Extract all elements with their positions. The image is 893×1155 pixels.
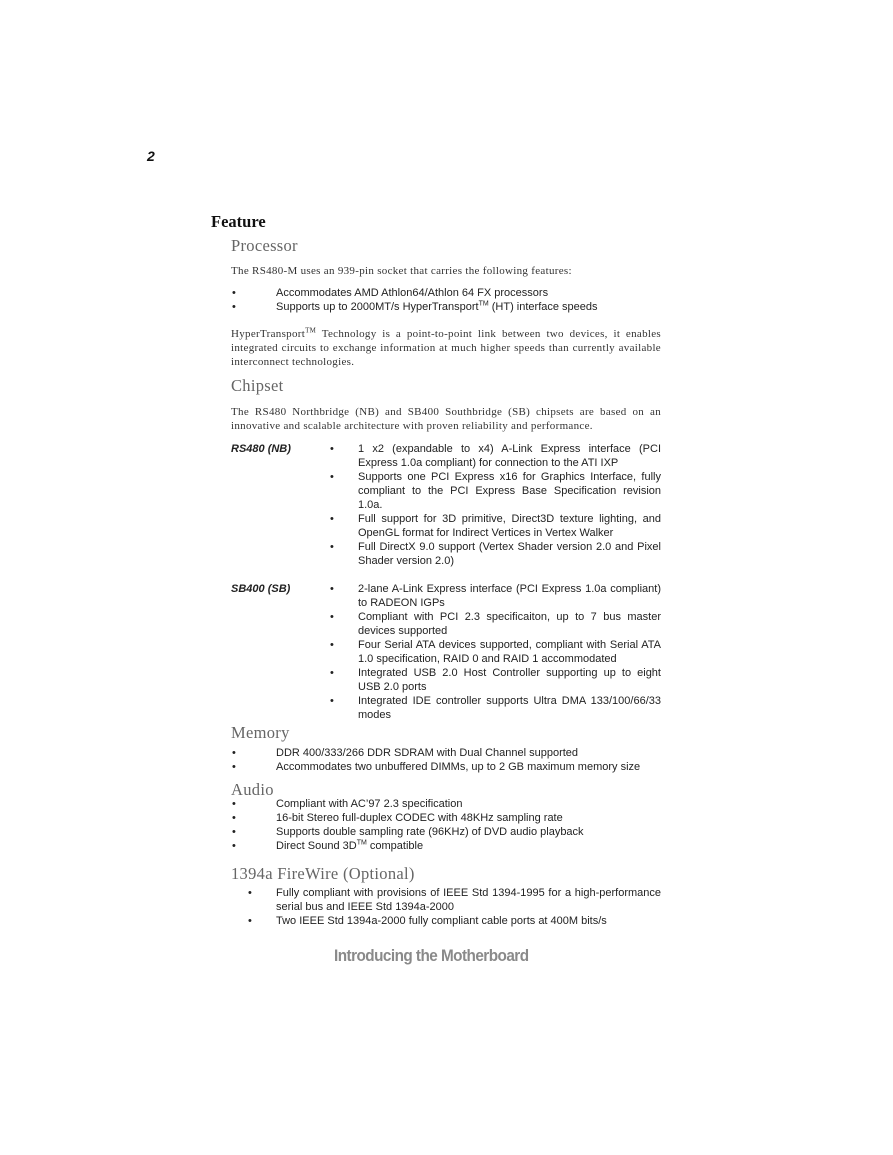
list-item [330,582,661,610]
bullet-icon: • [232,798,236,810]
list-item [232,286,662,300]
list-item-text: Direct Sound 3D™ compatible [276,839,424,852]
list-item-text: Accommodates two unbuffered DIMMs, up to 2 GB maximum memory size [276,761,641,773]
list-item-text: 16-bit Stereo full-duplex CODEC with 48KHz sampling rate [276,812,563,824]
bullet-icon: • [248,887,252,899]
sb400-bullet-list [330,582,661,722]
list-item [232,760,672,774]
bullet-icon: • [232,812,236,824]
bullet-icon: • [330,541,334,553]
list-item [232,839,662,853]
list-item [232,797,662,811]
list-item [232,811,662,825]
rs480-label: RS480 (NB) [231,443,291,455]
list-item-text: Supports one PCI Express x16 for Graphics Interface, fully compliant to the PCI Express Base Specification revision 1.0a. [358,471,661,511]
list-item-text: Two IEEE Std 1394a-2000 fully compliant cable ports at 400M bits/s [276,915,607,927]
bullet-icon: • [248,915,252,927]
list-item-text: Full support for 3D primitive, Direct3D texture lighting, and OpenGL format for Indirect Vertices in Vertex Walker [358,513,661,539]
chipset-intro: The RS480 Northbridge (NB) and SB400 Southbridge (SB) chipsets are based on an innovative and scalable architecture with proven reliability and performance. [231,406,661,432]
list-item-text: Compliant with AC’97 2.3 specification [276,798,463,810]
bullet-icon: • [330,583,334,595]
processor-heading: Processor [231,236,298,255]
processor-intro: The RS480-M uses an 939-pin socket that carries the following features: [231,265,572,277]
bullet-icon: • [330,513,334,525]
list-item-text: 1 x2 (expandable to x4) A-Link Express interface (PCI Express 1.0a compliant) for connection to the ATI IXP [358,443,661,469]
list-item [330,610,661,638]
firewire-heading: 1394a FireWire (Optional) [231,864,415,883]
bullet-icon: • [232,287,236,299]
bullet-icon: • [232,301,236,313]
bullet-icon: • [330,443,334,455]
list-item-text: 2-lane A-Link Express interface (PCI Express 1.0a compliant) to RADEON IGPs [358,583,661,609]
list-item-text: Integrated USB 2.0 Host Controller supporting up to eight USB 2.0 ports [358,667,661,693]
list-item [232,300,662,314]
list-item-text: Supports up to 2000MT/s HyperTransport™ (HT) interface speeds [276,300,598,313]
list-item [330,512,661,540]
page-heading: Feature [211,212,266,231]
list-item [232,746,672,760]
audio-bullet-list [232,797,662,853]
rs480-bullet-list [330,442,661,568]
list-item-text: Fully compliant with provisions of IEEE Std 1394-1995 for a high-performance serial bus and IEEE Std 1394a-2000 [276,887,661,913]
memory-bullet-list [232,746,672,774]
list-item [248,886,661,914]
list-item-text: Full DirectX 9.0 support (Vertex Shader version 2.0 and Pixel Shader version 2.0) [358,541,661,567]
footer-title: Introducing the Motherboard [334,946,529,965]
bullet-icon: • [232,840,236,852]
sb400-label: SB400 (SB) [231,583,291,595]
firewire-bullet-list [248,886,661,928]
list-item-text: Four Serial ATA devices supported, compliant with Serial ATA 1.0 specification, RAID 0 and RAID 1 accommodated [358,639,661,665]
bullet-icon: • [232,826,236,838]
bullet-icon: • [232,761,236,773]
list-item [248,914,661,928]
list-item-text: Supports double sampling rate (96KHz) of DVD audio playback [276,826,584,838]
audio-heading: Audio [231,780,274,799]
list-item-text: Compliant with PCI 2.3 specificaiton, up to 7 bus master devices supported [358,611,661,637]
list-item-text: Integrated IDE controller supports Ultra DMA 133/100/66/33 modes [358,695,661,721]
processor-bullet-list [232,286,662,314]
list-item [330,694,661,722]
bullet-icon: • [330,611,334,623]
list-item [330,540,661,568]
chipset-heading: Chipset [231,376,284,395]
list-item [232,825,662,839]
bullet-icon: • [330,667,334,679]
memory-heading: Memory [231,723,290,742]
list-item [330,638,661,666]
list-item-text: DDR 400/333/266 DDR SDRAM with Dual Channel supported [276,747,579,759]
list-item [330,470,661,512]
list-item-text: Accommodates AMD Athlon64/Athlon 64 FX processors [276,287,549,299]
bullet-icon: • [232,747,236,759]
bullet-icon: • [330,639,334,651]
list-item [330,666,661,694]
bullet-icon: • [330,471,334,483]
hypertransport-paragraph: HyperTransport™ Technology is a point-to-point link between two devices, it enables integrated circuits to exchange information at much higher speeds than currently available interconnect technologies. [231,326,661,368]
list-item [330,442,661,470]
bullet-icon: • [330,695,334,707]
page-number: 2 [147,148,155,164]
